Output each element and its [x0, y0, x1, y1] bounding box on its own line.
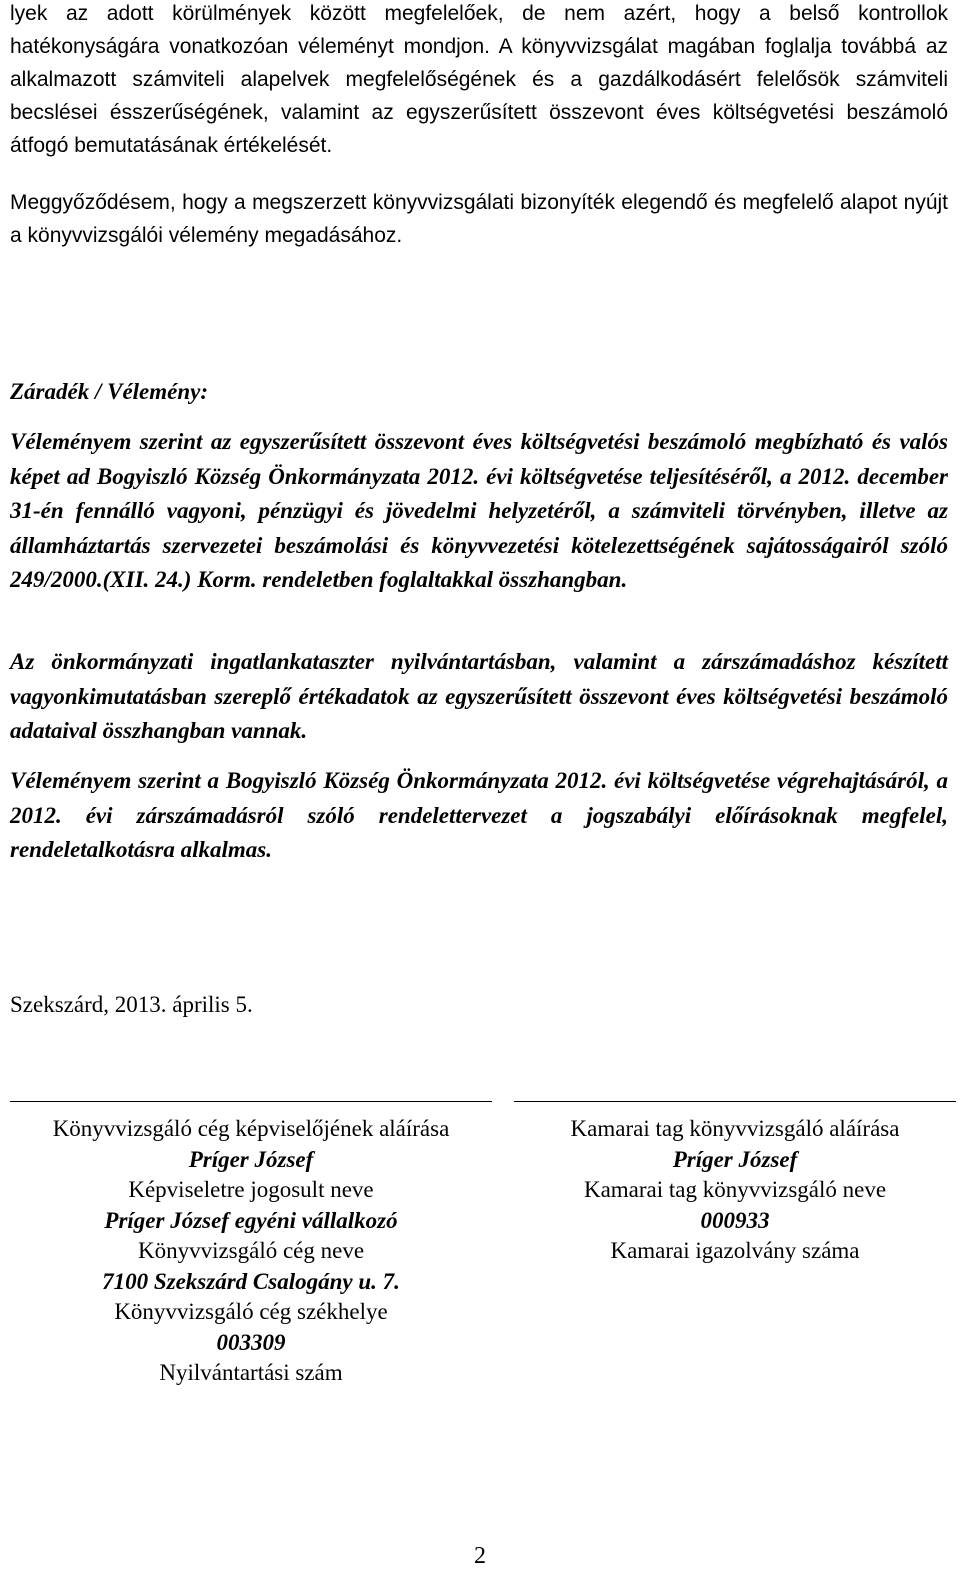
company-address: 7100 Szekszárd Csalogány u. 7. [102, 1268, 400, 1294]
auditor-signature-label: Kamarai tag könyvvizsgáló aláírása [570, 1116, 900, 1141]
signature-block-company [10, 1101, 492, 1389]
opinion-paragraph-2: Az önkormányzati ingatlankataszter nyilvántartásban, valamint a zárszámadáshoz készített vagyonkimutatásban szereplő értékadatok az egyszerűsített összevont éves költségvetési beszámoló adataival összhangban vannak. [10, 649, 948, 744]
auditor-name-label: Kamarai tag könyvvizsgáló neve [583, 1177, 887, 1202]
representative-name: Príger József [188, 1146, 314, 1172]
paragraph-evidence: Meggyőződésem, hogy a megszerzett könyvvizsgálati bizonyíték elegendő és megfelelő alapot nyújt a könyvvizsgálói vélemény megadásához. [10, 191, 948, 247]
registration-number-label: Nyilvántartási szám [159, 1360, 343, 1385]
company-name-label: Könyvvizsgáló cég neve [137, 1238, 365, 1263]
signature-block-auditor [514, 1101, 956, 1267]
registration-number: 003309 [216, 1329, 286, 1355]
representative-label: Képviseletre jogosult neve [128, 1177, 374, 1202]
signature-label: Könyvvizsgáló cég képviselőjének aláírása [52, 1116, 450, 1141]
chamber-id-label: Kamarai igazolvány száma [610, 1238, 860, 1263]
section-heading: Záradék / Vélemény: [10, 379, 209, 404]
company-name: Príger József egyéni vállalkozó [104, 1207, 398, 1233]
place-date: Szekszárd, 2013. április 5. [10, 992, 253, 1017]
paragraph-audit-scope: lyek az adott körülmények között megfelelőek, de nem azért, hogy a belső kontrollok hatékonyságára vonatkozóan véleményt mondjon. A könyvvizsgálat magában foglalja továbbá az alkalmazott számviteli alapelvek megfelelőségének és a gazdálkodásért felelősök számviteli becslései ésszerűségének, valamint az egyszerűsített összevont éves költségvetési beszámoló átfogó bemutatásának értékelését. [10, 2, 948, 157]
chamber-id-number: 000933 [700, 1207, 770, 1233]
opinion-paragraph-1: Véleményem szerint az egyszerűsített összevont éves költségvetési beszámoló megbízható és valós képet ad Bogyiszló Község Önkormányzata 2012. évi költségvetése teljesítéséről, a 2012. december 31-én fennálló vagyoni, pénzügyi és jövedelmi helyzetéről, a számviteli törvényben, illetve az államháztartás szervezetei beszámolási és könyvvezetési kötelezettségének sajátosságairól szóló 249/2000.(XII. 24.) Korm. rendeletben foglaltakkal összhangban. [10, 429, 948, 593]
auditor-name: Príger József [672, 1146, 798, 1172]
opinion-paragraph-3: Véleményem szerint a Bogyiszló Község Önkormányzata 2012. évi költségvetése végrehajtásáról, a 2012. évi zárszámadásról szóló rendelettervezet a jogszabályi előírásoknak megfelel, rendeletalkotásra alkalmas. [10, 768, 948, 863]
page-number: 2 [474, 1543, 486, 1569]
company-address-label: Könyvvizsgáló cég székhelye [114, 1299, 388, 1324]
